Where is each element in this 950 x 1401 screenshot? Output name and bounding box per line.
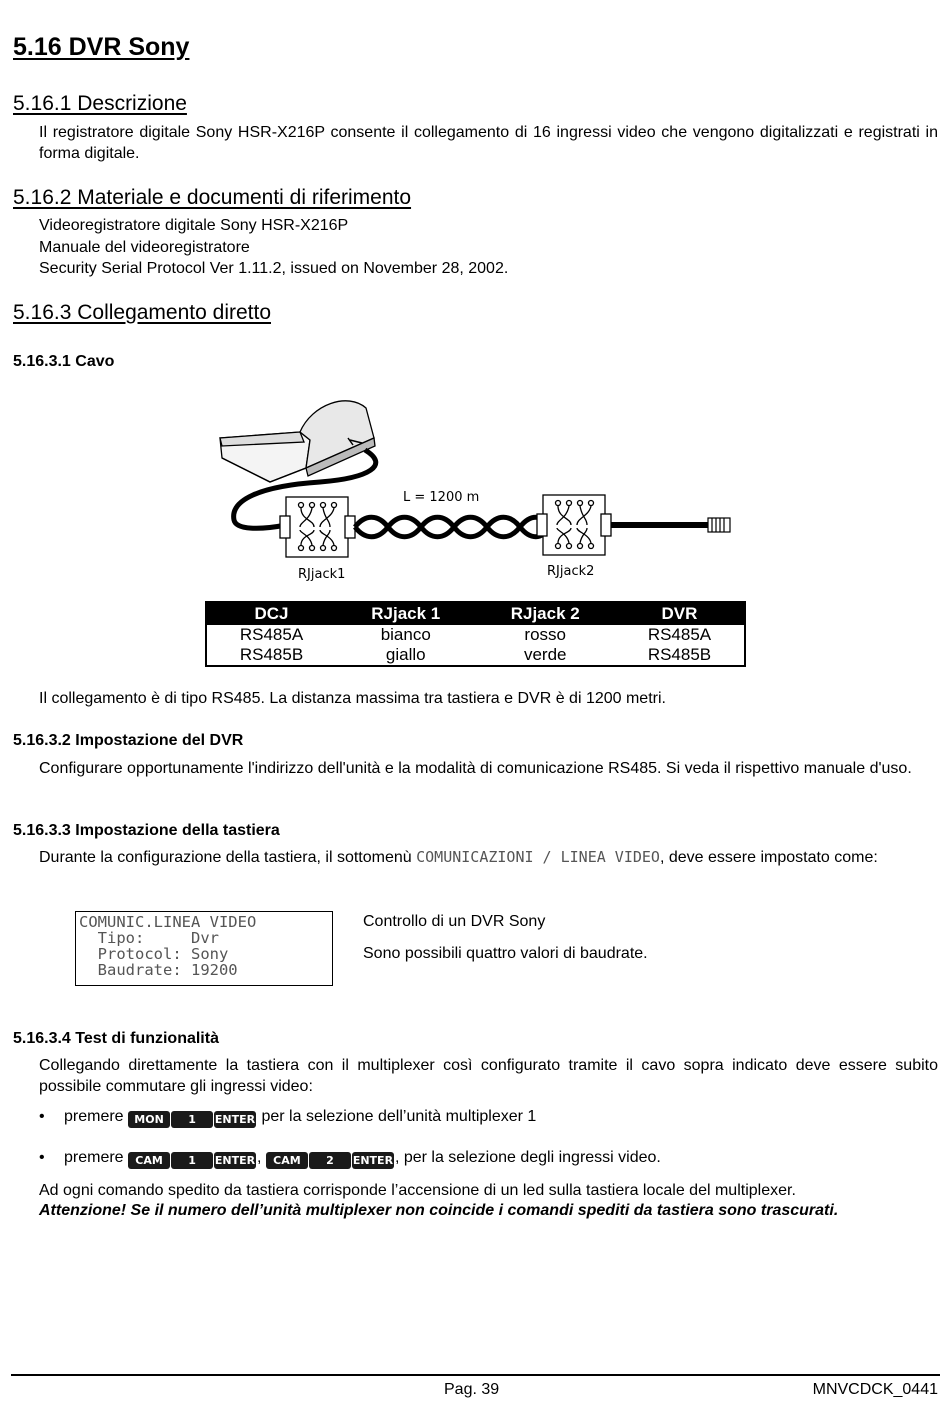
lcd-line: Tipo: Dvr [79,929,219,947]
enter-key: ENTER [214,1113,256,1126]
footer-divider [11,1374,940,1376]
table-row [206,625,745,645]
test-intro: Collegando direttamente la tastiera con il multiplexer così configurato tramite il cavo sopra indicato deve essere subito possibile commutare gli ingressi video: [39,1057,938,1095]
warning-text: Attenzione! Se il numero dell’unità multiplexer non coincide i comandi spediti da tastiera sono trascurati. [39,1202,839,1219]
menu-path: COMUNICAZIONI / LINEA VIDEO [416,848,660,866]
bullet-1 [39,1108,536,1128]
comma: , [257,1149,262,1166]
rjjack1-box [280,497,355,557]
table-cell: rosso [524,625,566,644]
bullet-dot: • [39,1108,45,1125]
text-before: Durante la configurazione della tastiera, il sottomenù [39,849,417,866]
table-header-row [206,602,745,625]
heading-impostazione-tastiera: 5.16.3.3 Impostazione della tastiera [13,822,280,839]
lcd-desc-1: Controllo di un DVR Sony [363,913,546,930]
rjjack2-box [537,495,611,555]
heading-test: 5.16.3.4 Test di funzionalità [13,1030,219,1047]
section-title: 5.16 DVR Sony [13,33,190,61]
bullet-2 [39,1149,661,1169]
table-cell: bianco [380,625,431,644]
length-label: L = 1200 m [403,490,480,505]
lcd-line: Protocol: Sony [79,945,229,963]
bullet-suffix: , per la selezione degli ingressi video. [394,1149,661,1166]
bullet-suffix: per la selezione dell’unità multiplexer 1 [261,1108,537,1125]
heading-impostazione-dvr: 5.16.3.2 Impostazione del DVR [13,732,244,749]
rjjack1-label: RJjack1 [298,567,346,582]
heading-cavo: 5.16.3.1 Cavo [13,353,115,370]
enter-key: ENTER [214,1154,256,1167]
impostazione-dvr-text: Configurare opportunamente l'indirizzo dell'unità e la modalità di comunicazione RS485. Si veda il rispettivo manuale d'uso. [39,760,912,777]
twisted-cable [355,517,548,537]
cam-key: CAM [266,1152,308,1169]
heading-descrizione: 5.16.1 Descrizione [13,92,187,115]
connection-table [205,601,746,667]
doc-code: MNVCDCK_0441 [812,1381,938,1398]
cam-key: CAM [128,1152,170,1169]
bullet-prefix: premere [64,1108,124,1125]
impostazione-tastiera-text [39,847,938,868]
keyboard-illustration [220,401,375,482]
text-after: , deve essere impostato come: [659,849,878,866]
col-header: DCJ [206,602,336,625]
table-cell: RS485B [239,645,304,664]
table-cell: RS485A [647,625,712,644]
table-cell: RS485B [647,645,712,664]
table-cell: verde [523,645,567,664]
rjjack2-label: RJjack2 [547,564,595,579]
page-number: Pag. 39 [444,1381,500,1398]
lcd-display [75,911,333,986]
cable-diagram [200,390,745,585]
one-key: 1 [171,1111,213,1128]
lcd-line: Baudrate: 19200 [79,961,238,979]
descrizione-text: Il registratore digitale Sony HSR-X216P consente il collegamento di 16 ingressi video che vengono digitalizzati e registrati in forma digitale. [39,124,938,162]
col-header: DVR [615,602,745,625]
materiale-item-3: Security Serial Protocol Ver 1.11.2, issued on November 28, 2002. [39,260,509,277]
one-key: 1 [171,1152,213,1169]
heading-collegamento: 5.16.3 Collegamento diretto [13,301,271,324]
two-key: 2 [309,1152,351,1169]
bullet-prefix: premere [64,1149,124,1166]
lcd-desc-2: Sono possibili quattro valori di baudrate. [363,945,648,962]
mon-key: MON [128,1111,170,1128]
enter-key: ENTER [352,1154,394,1167]
col-header: RJjack 1 [336,602,475,625]
rj-plug [708,518,730,532]
test-after: Ad ogni comando spedito da tastiera corrisponde l’accensione di un led sulla tastiera locale del multiplexer. [39,1182,796,1199]
col-header: RJjack 2 [475,602,614,625]
materiale-item-2: Manuale del videoregistratore [39,239,250,256]
table-cell: RS485A [239,625,304,644]
materiale-item-1: Videoregistratore digitale Sony HSR-X216P [39,217,349,234]
table-cell: giallo [385,645,426,664]
heading-materiale: 5.16.2 Materiale e documenti di riferimento [13,186,412,209]
table-row [206,645,745,666]
bullet-dot: • [39,1149,45,1166]
lcd-line: COMUNIC.LINEA VIDEO [79,913,257,931]
connection-note: Il collegamento è di tipo RS485. La distanza massima tra tastiera e DVR è di 1200 metri. [39,690,666,707]
